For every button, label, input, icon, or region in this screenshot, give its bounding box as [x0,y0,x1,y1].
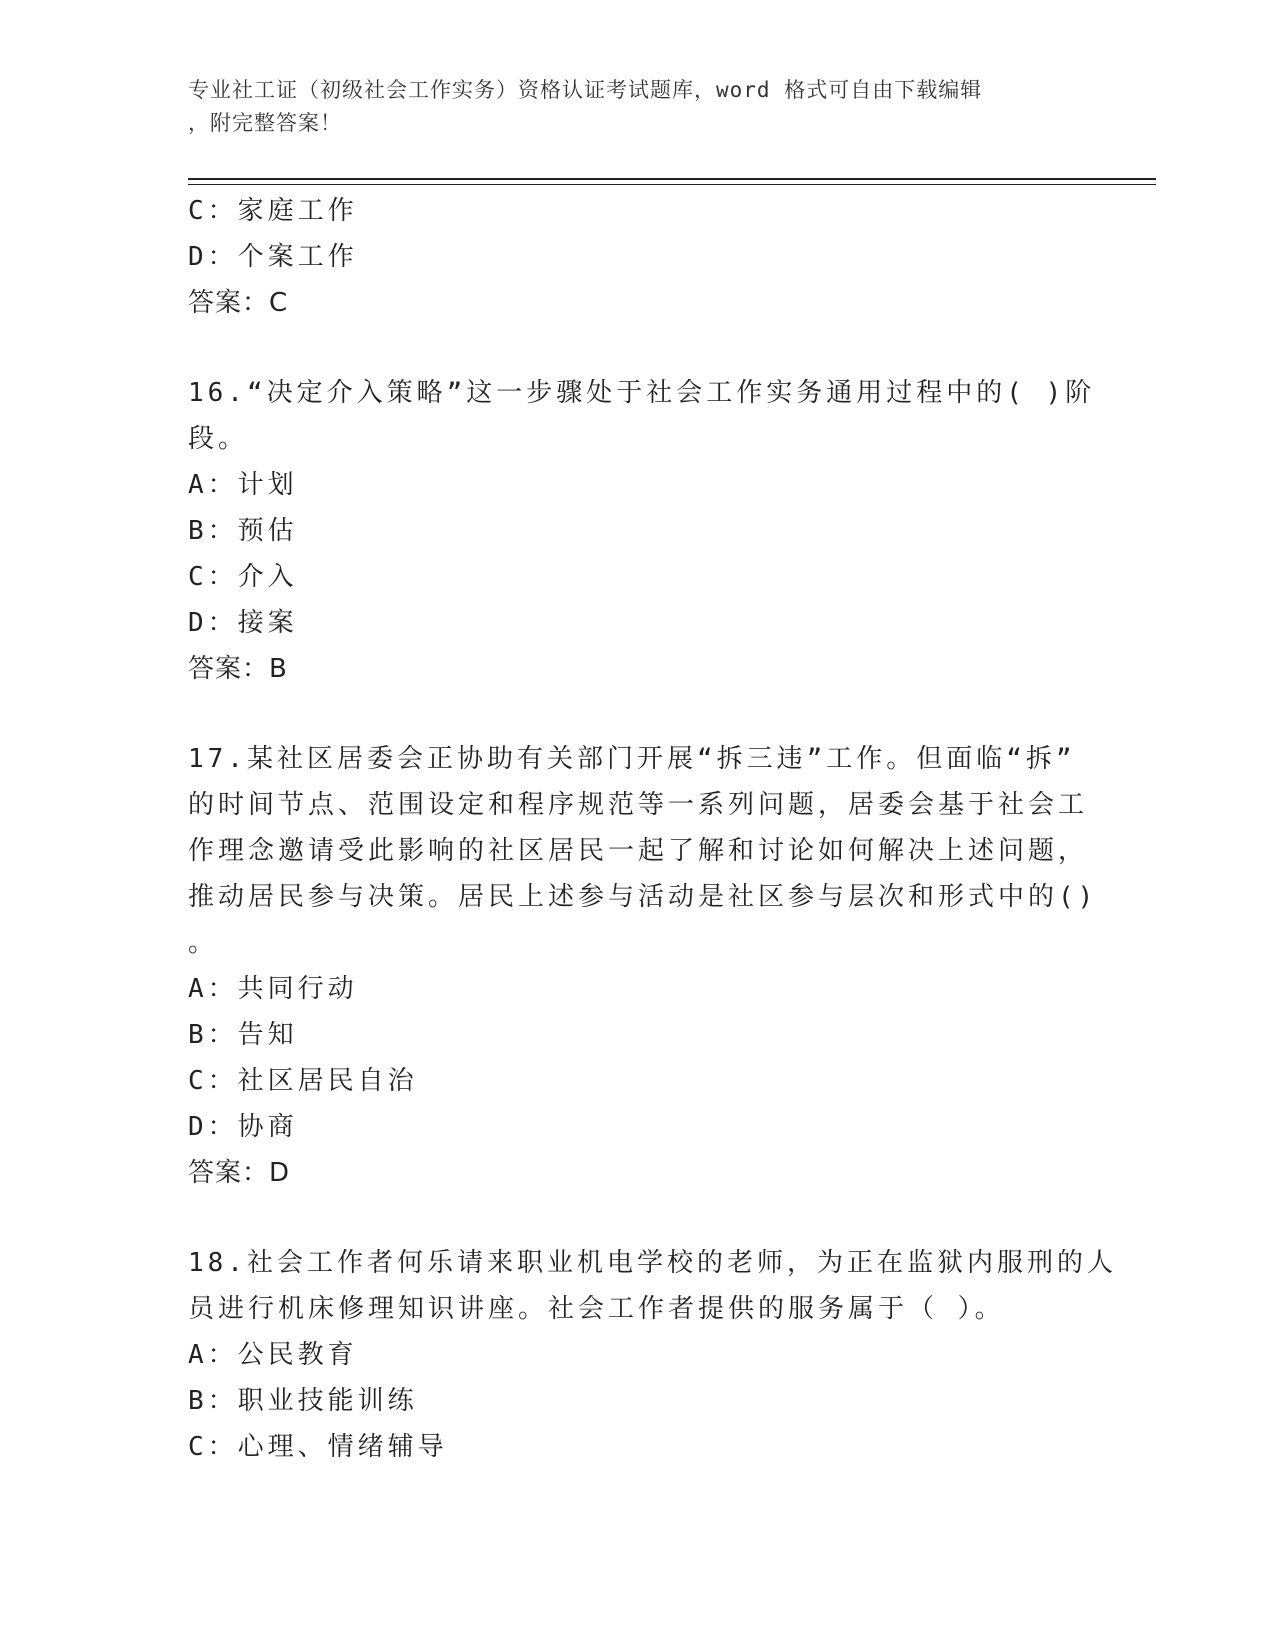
q17-option-a: A：共同行动 [188,974,358,1004]
q16-option-a: A：计划 [188,470,298,500]
header-rule-thick [188,178,1156,180]
spacer [188,1196,1088,1240]
q16-option-b: B：预估 [188,516,298,546]
q17-stem-line: 作理念邀请受此影响的社区居民一起了解和讨论如何解决上述问题， [188,836,1089,866]
q17-stem-line: 推动居民参与决策。居民上述参与活动是社区参与层次和形式中的() [188,882,1098,912]
spacer [188,692,1088,736]
q17-option-b: B：告知 [188,1020,298,1050]
page-header [188,74,1068,140]
q17-stem-line: 的时间节点、范围设定和程序规范等一系列问题，居委会基于社会工 [188,790,1089,820]
question-18 [188,1240,1117,1470]
q16-stem-line: 段。 [188,424,249,454]
q17-option-d: D：协商 [188,1112,298,1142]
q15-answer: 答案：C [188,288,289,318]
q16-option-c: C：介入 [188,562,298,592]
q18-option-c: C：心理、情绪辅导 [188,1432,448,1462]
question-16 [188,370,1096,692]
q17-answer: 答案：D [188,1158,291,1188]
q17-option-c: C：社区居民自治 [188,1066,418,1096]
exam-content [188,188,1117,1470]
q18-option-a: A：公民教育 [188,1340,358,1370]
q15-option-d: D：个案工作 [188,242,358,272]
header-line-1: 专业社工证（初级社会工作实务）资格认证考试题库，word 格式可自由下载编辑 [188,78,983,102]
question-17 [188,736,1098,1196]
q17-stem-line: 。 [188,928,219,958]
header-rule-thin [188,184,1156,185]
q16-answer: 答案：B [188,654,288,684]
q16-stem-line: 16.“决定介入策略”这一步骤处于社会工作实务通用过程中的( )阶 [188,378,1096,408]
q18-stem-line: 18.社会工作者何乐请来职业机电学校的老师，为正在监狱内服刑的人 [188,1248,1117,1278]
header-line-2: ，附完整答案！ [188,111,342,135]
q18-stem-line: 员进行机床修理知识讲座。社会工作者提供的服务属于（ ）。 [188,1294,1005,1324]
spacer [188,326,1088,370]
q16-option-d: D：接案 [188,608,298,638]
q17-stem-line: 17.某社区居委会正协助有关部门开展“拆三违”工作。但面临“拆” [188,744,1076,774]
q15-option-c: C：家庭工作 [188,196,358,226]
q18-option-b: B：职业技能训练 [188,1386,418,1416]
